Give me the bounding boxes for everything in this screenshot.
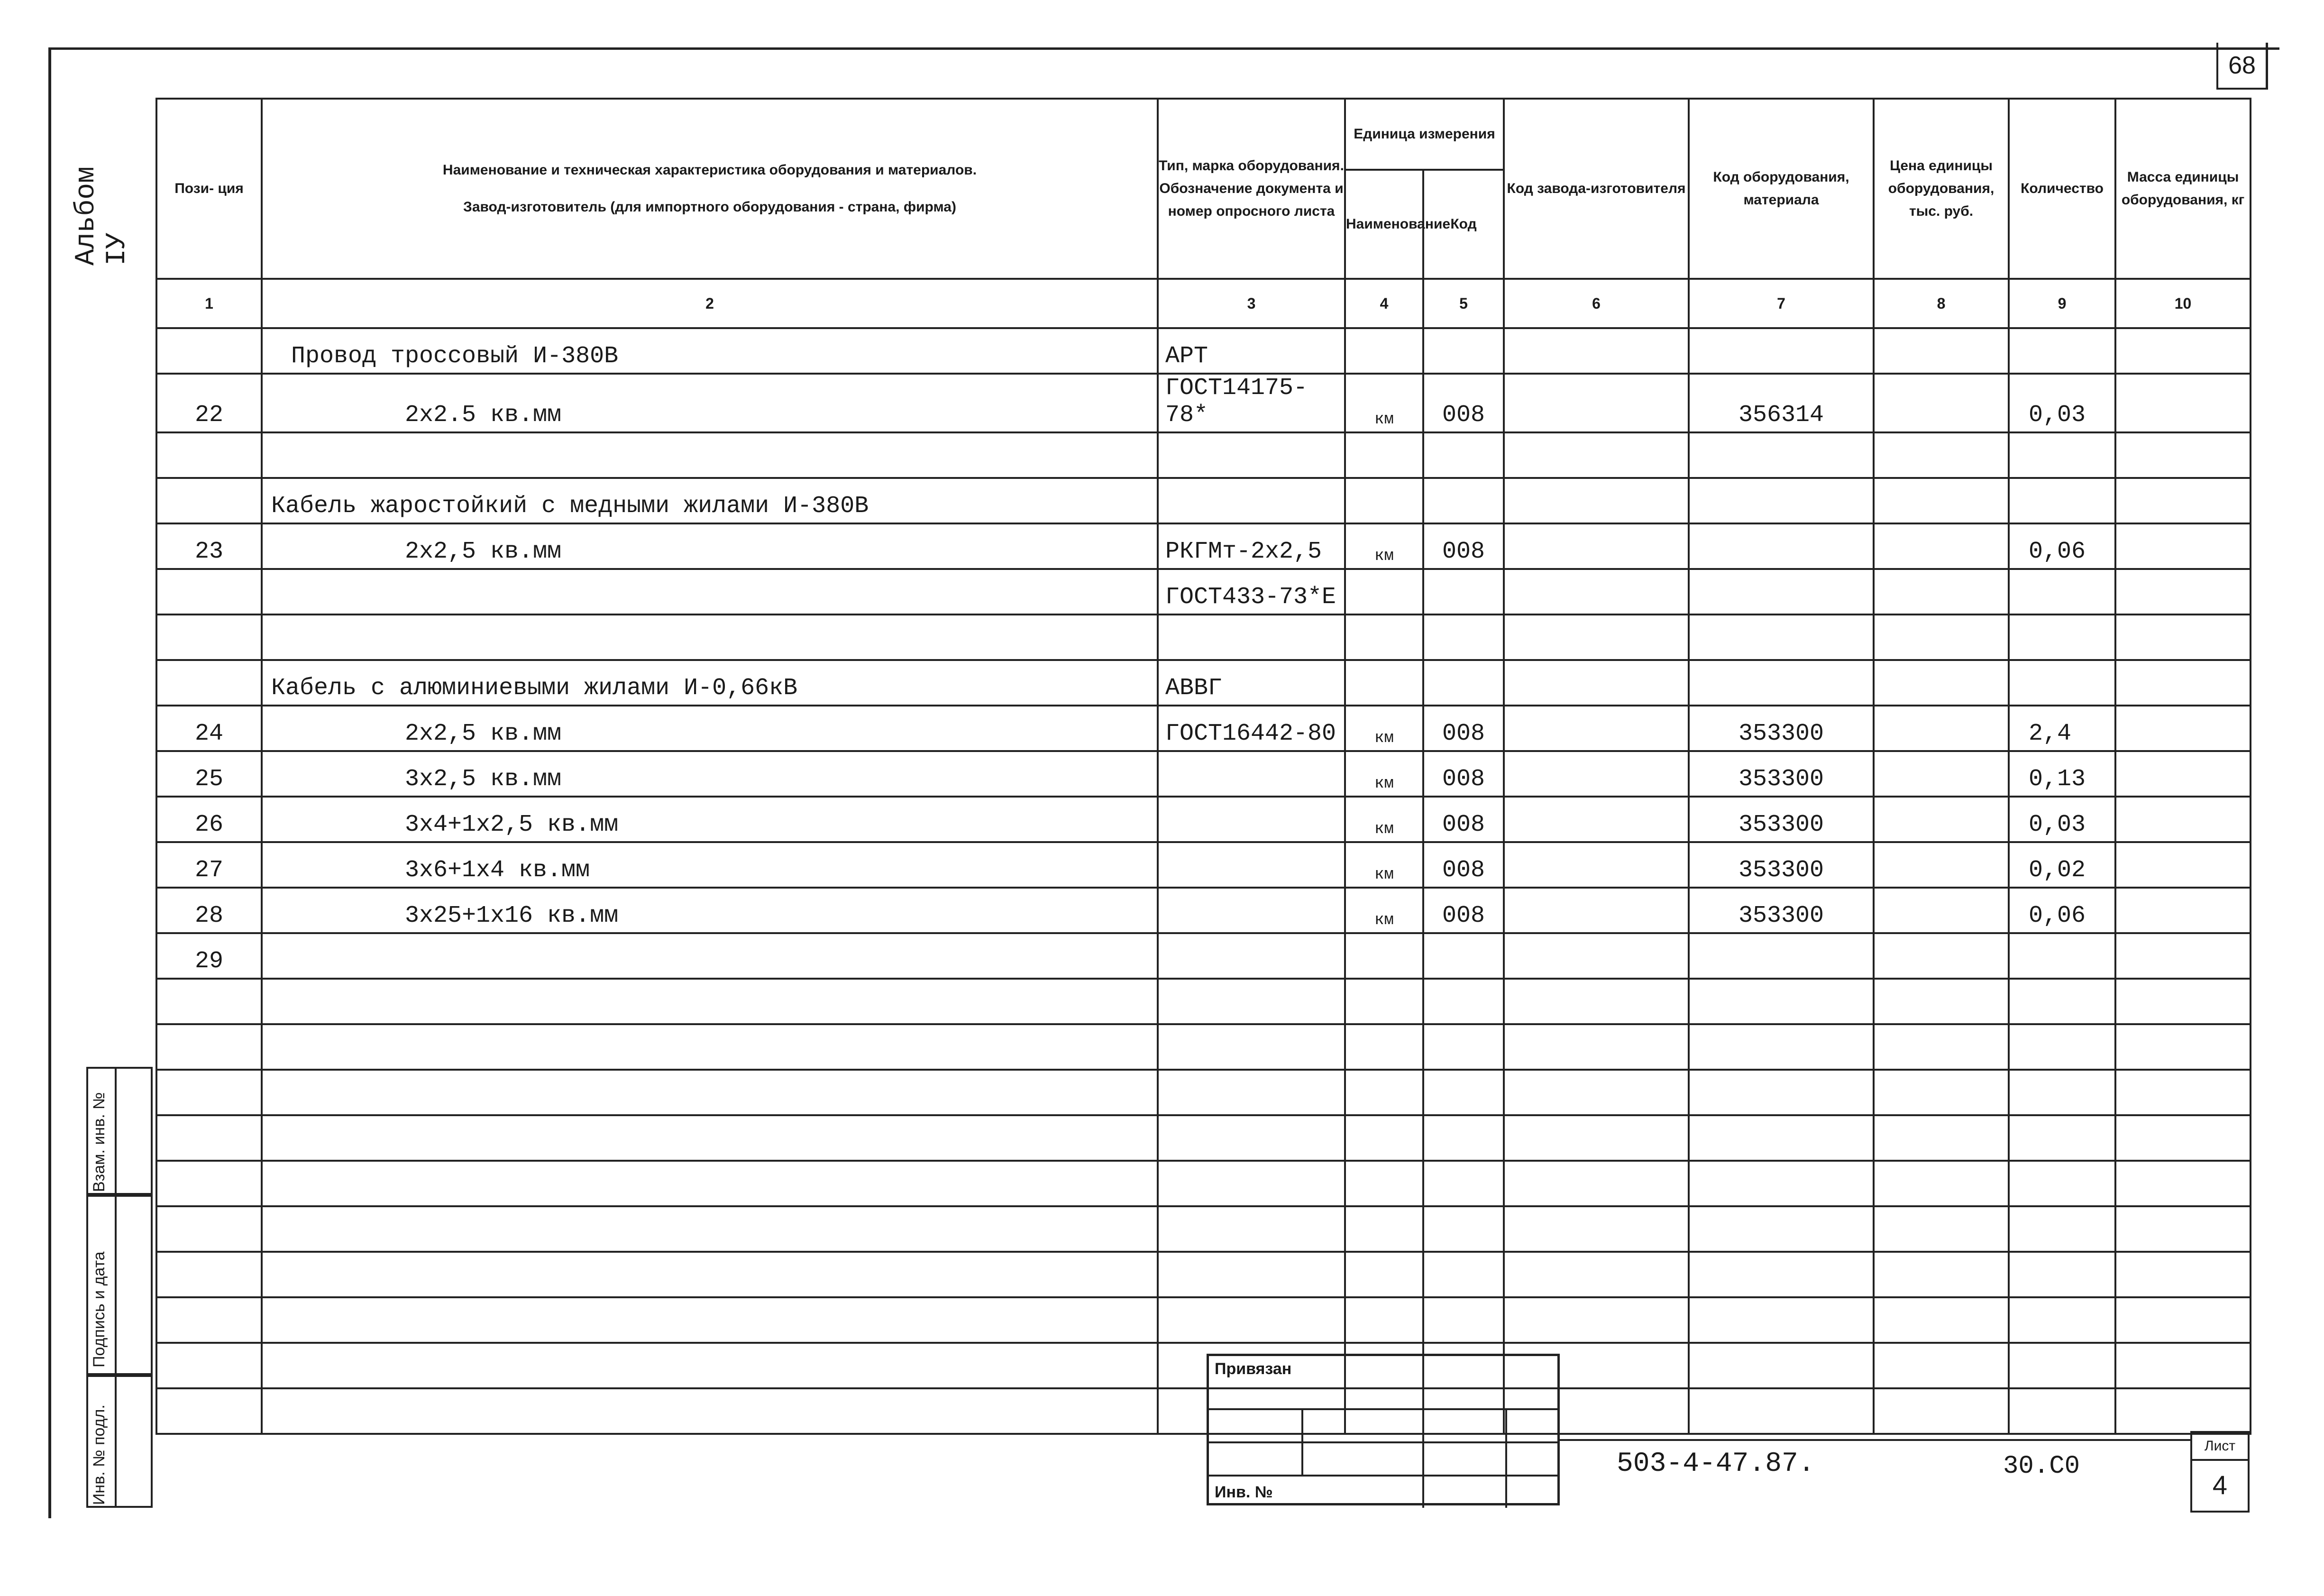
equipment-code-cell (1689, 979, 1874, 1024)
price-cell (1874, 478, 2009, 523)
mass-cell (2115, 660, 2251, 706)
mass-cell (2115, 1252, 2251, 1297)
equipment-code-cell: 353300 (1689, 797, 1874, 842)
position-cell (156, 1297, 262, 1343)
inv-no-label: Инв. № (1215, 1483, 1273, 1501)
price-cell (1874, 328, 2009, 374)
unit-cell (1345, 478, 1423, 523)
name-cell (262, 432, 1158, 478)
position-cell (156, 478, 262, 523)
maker-code-cell (1504, 1252, 1689, 1297)
unit-cell (1345, 1252, 1423, 1297)
unit-cell (1345, 979, 1423, 1024)
column-number: 9 (2009, 279, 2115, 328)
attached-label: Привязан (1215, 1360, 1292, 1378)
unit-code-cell (1423, 1206, 1504, 1252)
equipment-code-cell (1689, 1070, 1874, 1115)
table-row (156, 374, 2251, 432)
type-cell (1158, 1161, 1345, 1206)
type-cell (1158, 478, 1345, 523)
stamp-inv-orig (86, 1375, 153, 1508)
unit-cell (1345, 660, 1423, 706)
equipment-code-cell (1689, 569, 1874, 615)
name-cell (262, 1388, 1158, 1434)
unit-code-cell (1423, 1070, 1504, 1115)
equipment-code-cell (1689, 1161, 1874, 1206)
equipment-code-cell: 353300 (1689, 751, 1874, 797)
maker-code-cell (1504, 979, 1689, 1024)
maker-code-cell (1504, 842, 1689, 888)
unit-code-cell (1423, 1297, 1504, 1343)
column-number: 10 (2115, 279, 2251, 328)
maker-code-cell (1504, 888, 1689, 933)
sheet-label: Лист (2192, 1433, 2248, 1461)
mass-cell (2115, 478, 2251, 523)
price-cell (1874, 979, 2009, 1024)
type-cell (1158, 1297, 1345, 1343)
table-row (156, 615, 2251, 660)
unit-code-cell (1423, 1115, 1504, 1161)
quantity-cell (2009, 1297, 2115, 1343)
maker-code-cell (1504, 615, 1689, 660)
unit-code-cell (1423, 478, 1504, 523)
unit-code-cell (1423, 1161, 1504, 1206)
table-row (156, 432, 2251, 478)
quantity-cell: 2,4 (2009, 706, 2115, 751)
type-cell (1158, 1206, 1345, 1252)
name-cell: 2х2,5 кв.мм (262, 523, 1158, 569)
table-row (156, 933, 2251, 979)
header-type: Тип, марка оборудования. Обозначение документа и номер опросного листа (1158, 99, 1345, 279)
unit-cell: км (1345, 374, 1423, 432)
type-cell (1158, 615, 1345, 660)
price-cell (1874, 888, 2009, 933)
quantity-cell (2009, 979, 2115, 1024)
quantity-cell: 0,02 (2009, 842, 2115, 888)
table-row (156, 1070, 2251, 1115)
position-cell (156, 979, 262, 1024)
quantity-cell (2009, 1388, 2115, 1434)
mass-cell (2115, 933, 2251, 979)
quantity-cell (2009, 432, 2115, 478)
unit-code-cell (1423, 1252, 1504, 1297)
unit-cell (1345, 615, 1423, 660)
equipment-code-cell: 353300 (1689, 888, 1874, 933)
position-cell: 23 (156, 523, 262, 569)
type-cell (1158, 888, 1345, 933)
mass-cell (2115, 979, 2251, 1024)
column-number-row (156, 279, 2251, 328)
quantity-cell (2009, 1161, 2115, 1206)
unit-cell (1345, 328, 1423, 374)
unit-cell: км (1345, 797, 1423, 842)
unit-cell (1345, 569, 1423, 615)
column-number: 4 (1345, 279, 1423, 328)
maker-code-cell (1504, 328, 1689, 374)
position-cell: 26 (156, 797, 262, 842)
unit-cell: км (1345, 751, 1423, 797)
table-row (156, 1161, 2251, 1206)
name-cell: 3х6+1х4 кв.мм (262, 842, 1158, 888)
column-number: 3 (1158, 279, 1345, 328)
position-cell (156, 1070, 262, 1115)
type-cell: ГОСТ14175-78* (1158, 374, 1345, 432)
position-cell (156, 1161, 262, 1206)
sheet-box (2190, 1431, 2250, 1513)
mass-cell (2115, 1161, 2251, 1206)
unit-code-cell (1423, 615, 1504, 660)
position-cell (156, 660, 262, 706)
header-unit-code: Код (1423, 170, 1504, 279)
table-row (156, 706, 2251, 751)
equipment-code-cell (1689, 523, 1874, 569)
header-quantity: Количество (2009, 99, 2115, 279)
page-number: 68 (2216, 43, 2268, 90)
price-cell (1874, 432, 2009, 478)
position-cell (156, 1024, 262, 1070)
column-number: 7 (1689, 279, 1874, 328)
quantity-cell (2009, 933, 2115, 979)
mass-cell (2115, 432, 2251, 478)
equipment-code-cell: 353300 (1689, 706, 1874, 751)
unit-cell: км (1345, 842, 1423, 888)
equipment-code-cell (1689, 1206, 1874, 1252)
equipment-code-cell (1689, 1297, 1874, 1343)
mass-cell (2115, 328, 2251, 374)
unit-code-cell: 008 (1423, 706, 1504, 751)
maker-code-cell (1504, 1297, 1689, 1343)
price-cell (1874, 797, 2009, 842)
stamp-sign-date-label: Подпись и дата (90, 1251, 108, 1367)
name-cell (262, 1070, 1158, 1115)
type-cell (1158, 1070, 1345, 1115)
position-cell: 24 (156, 706, 262, 751)
equipment-code-cell (1689, 432, 1874, 478)
quantity-cell (2009, 1024, 2115, 1070)
unit-code-cell: 008 (1423, 523, 1504, 569)
unit-code-cell: 008 (1423, 374, 1504, 432)
stamp-sign-date (86, 1195, 153, 1375)
header-unit: Единица измерения (1345, 99, 1504, 170)
mass-cell (2115, 374, 2251, 432)
header-unit-name: Наименование (1345, 170, 1423, 279)
type-cell (1158, 979, 1345, 1024)
table-row (156, 569, 2251, 615)
position-cell: 28 (156, 888, 262, 933)
maker-code-cell (1504, 1161, 1689, 1206)
title-divider (1560, 1439, 2190, 1441)
price-cell (1874, 1161, 2009, 1206)
mass-cell (2115, 1070, 2251, 1115)
type-cell (1158, 842, 1345, 888)
type-cell (1158, 751, 1345, 797)
header-maker-code: Код завода-изготовителя (1504, 99, 1689, 279)
price-cell (1874, 842, 2009, 888)
mass-cell (2115, 797, 2251, 842)
unit-code-cell (1423, 328, 1504, 374)
unit-cell (1345, 1206, 1423, 1252)
sheet-number: 4 (2212, 1470, 2228, 1500)
equipment-code-cell (1689, 615, 1874, 660)
type-cell (1158, 1252, 1345, 1297)
position-cell: 27 (156, 842, 262, 888)
mass-cell (2115, 615, 2251, 660)
quantity-cell: 0,03 (2009, 374, 2115, 432)
name-cell: 3х25+1х16 кв.мм (262, 888, 1158, 933)
position-cell (156, 1115, 262, 1161)
document-designation: 503-4-47.87. (1617, 1449, 1815, 1479)
specification-table (156, 98, 2251, 1435)
type-cell (1158, 797, 1345, 842)
price-cell (1874, 1115, 2009, 1161)
table-row (156, 979, 2251, 1024)
equipment-code-cell (1689, 1252, 1874, 1297)
mass-cell (2115, 751, 2251, 797)
maker-code-cell (1504, 569, 1689, 615)
unit-code-cell (1423, 933, 1504, 979)
mass-cell (2115, 842, 2251, 888)
name-cell: 2х2,5 кв.мм (262, 706, 1158, 751)
equipment-code-cell (1689, 1388, 1874, 1434)
mass-cell (2115, 1115, 2251, 1161)
equipment-code-cell (1689, 1024, 1874, 1070)
unit-cell (1345, 933, 1423, 979)
price-cell (1874, 1024, 2009, 1070)
table-row (156, 842, 2251, 888)
header-position: Пози- ция (156, 99, 262, 279)
mass-cell (2115, 1388, 2251, 1434)
column-number: 8 (1874, 279, 2009, 328)
position-cell (156, 569, 262, 615)
equipment-code-cell (1689, 1343, 1874, 1388)
table-row (156, 523, 2251, 569)
equipment-code-cell (1689, 328, 1874, 374)
mass-cell (2115, 523, 2251, 569)
type-cell (1158, 1024, 1345, 1070)
position-cell (156, 1206, 262, 1252)
table-row (156, 328, 2251, 374)
unit-code-cell (1423, 660, 1504, 706)
column-number: 2 (262, 279, 1158, 328)
name-cell: 2х2.5 кв.мм (262, 374, 1158, 432)
maker-code-cell (1504, 432, 1689, 478)
name-cell (262, 615, 1158, 660)
header-name-line2: Завод-изготовитель (для импортного оборудования - страна, фирма) (463, 199, 956, 215)
quantity-cell (2009, 478, 2115, 523)
quantity-cell: 0,13 (2009, 751, 2115, 797)
unit-cell: км (1345, 523, 1423, 569)
unit-cell (1345, 1115, 1423, 1161)
type-cell: АВВГ (1158, 660, 1345, 706)
position-cell: 22 (156, 374, 262, 432)
unit-cell: км (1345, 706, 1423, 751)
position-cell (156, 1252, 262, 1297)
type-cell: АРТ (1158, 328, 1345, 374)
unit-code-cell: 008 (1423, 842, 1504, 888)
quantity-cell: 0,06 (2009, 888, 2115, 933)
table-row (156, 660, 2251, 706)
price-cell (1874, 1388, 2009, 1434)
table-row (156, 797, 2251, 842)
name-cell (262, 979, 1158, 1024)
header-mass: Масса единицы оборудования, кг (2115, 99, 2251, 279)
table-row (156, 888, 2251, 933)
maker-code-cell (1504, 478, 1689, 523)
quantity-cell (2009, 1343, 2115, 1388)
mass-cell (2115, 1297, 2251, 1343)
equipment-code-cell (1689, 660, 1874, 706)
quantity-cell (2009, 328, 2115, 374)
unit-code-cell: 008 (1423, 751, 1504, 797)
price-cell (1874, 1252, 2009, 1297)
column-number: 6 (1504, 279, 1689, 328)
name-cell (262, 1206, 1158, 1252)
quantity-cell: 0,03 (2009, 797, 2115, 842)
maker-code-cell (1504, 706, 1689, 751)
price-cell (1874, 569, 2009, 615)
name-cell (262, 1024, 1158, 1070)
type-cell: ГОСТ16442-80 (1158, 706, 1345, 751)
name-cell (262, 569, 1158, 615)
table-row (156, 1343, 2251, 1388)
equipment-code-cell: 356314 (1689, 374, 1874, 432)
column-number: 1 (156, 279, 262, 328)
name-cell: Кабель с алюминиевыми жилами И-0,66кВ (262, 660, 1158, 706)
name-cell (262, 1161, 1158, 1206)
maker-code-cell (1504, 1206, 1689, 1252)
attached-block (1207, 1354, 1560, 1505)
quantity-cell (2009, 1252, 2115, 1297)
unit-cell (1345, 1161, 1423, 1206)
header-price: Цена единицы оборудования, тыс. руб. (1874, 99, 2009, 279)
unit-code-cell: 008 (1423, 888, 1504, 933)
maker-code-cell (1504, 1024, 1689, 1070)
position-cell (156, 432, 262, 478)
price-cell (1874, 660, 2009, 706)
table-row (156, 1115, 2251, 1161)
table-row (156, 1024, 2251, 1070)
name-cell: 3х4+1х2,5 кв.мм (262, 797, 1158, 842)
type-cell: ГОСТ433-73*Е (1158, 569, 1345, 615)
table-row (156, 751, 2251, 797)
name-cell (262, 933, 1158, 979)
unit-cell (1345, 432, 1423, 478)
name-cell: Кабель жаростойкий с медными жилами И-380В (262, 478, 1158, 523)
price-cell (1874, 1070, 2009, 1115)
table-row (156, 1297, 2251, 1343)
mass-cell (2115, 569, 2251, 615)
name-cell (262, 1297, 1158, 1343)
album-label: Альбом IУ (71, 166, 133, 266)
unit-cell (1345, 1024, 1423, 1070)
header-name (262, 99, 1158, 279)
price-cell (1874, 374, 2009, 432)
price-cell (1874, 1343, 2009, 1388)
name-cell (262, 1252, 1158, 1297)
unit-code-cell (1423, 569, 1504, 615)
position-cell (156, 615, 262, 660)
price-cell (1874, 933, 2009, 979)
position-cell: 25 (156, 751, 262, 797)
table-row (156, 1252, 2251, 1297)
stamp-replace-inv-label: Взам. инв. № (90, 1092, 108, 1192)
quantity-cell (2009, 1115, 2115, 1161)
unit-code-cell: 008 (1423, 797, 1504, 842)
table-row (156, 478, 2251, 523)
maker-code-cell (1504, 1070, 1689, 1115)
maker-code-cell (1504, 751, 1689, 797)
sheet-code: 30.С0 (2003, 1452, 2080, 1481)
quantity-cell (2009, 1070, 2115, 1115)
quantity-cell (2009, 660, 2115, 706)
unit-code-cell (1423, 432, 1504, 478)
position-cell: 29 (156, 933, 262, 979)
position-cell (156, 1388, 262, 1434)
maker-code-cell (1504, 797, 1689, 842)
position-cell (156, 1343, 262, 1388)
quantity-cell: 0,06 (2009, 523, 2115, 569)
equipment-code-cell: 353300 (1689, 842, 1874, 888)
price-cell (1874, 523, 2009, 569)
type-cell (1158, 933, 1345, 979)
mass-cell (2115, 1343, 2251, 1388)
name-cell: 3х2,5 кв.мм (262, 751, 1158, 797)
unit-cell (1345, 1297, 1423, 1343)
column-number: 5 (1423, 279, 1504, 328)
price-cell (1874, 751, 2009, 797)
unit-cell: км (1345, 888, 1423, 933)
price-cell (1874, 706, 2009, 751)
table-row (156, 1388, 2251, 1434)
unit-code-cell (1423, 979, 1504, 1024)
mass-cell (2115, 1024, 2251, 1070)
header-name-line1: Наименование и техническая характеристика оборудования и материалов. (442, 162, 977, 178)
equipment-code-cell (1689, 1115, 1874, 1161)
type-cell: РКГМт-2х2,5 (1158, 523, 1345, 569)
maker-code-cell (1504, 1115, 1689, 1161)
type-cell (1158, 432, 1345, 478)
name-cell (262, 1115, 1158, 1161)
header-equipment-code: Код оборудования, материала (1689, 99, 1874, 279)
mass-cell (2115, 888, 2251, 933)
stamp-inv-orig-label: Инв. № подл. (90, 1404, 108, 1505)
equipment-code-cell (1689, 933, 1874, 979)
table-row (156, 1206, 2251, 1252)
name-cell: Провод троссовый И-380В (262, 328, 1158, 374)
position-cell (156, 328, 262, 374)
quantity-cell (2009, 569, 2115, 615)
mass-cell (2115, 706, 2251, 751)
maker-code-cell (1504, 933, 1689, 979)
maker-code-cell (1504, 523, 1689, 569)
equipment-code-cell (1689, 478, 1874, 523)
unit-code-cell (1423, 1024, 1504, 1070)
maker-code-cell (1504, 374, 1689, 432)
quantity-cell (2009, 615, 2115, 660)
stamp-replace-inv (86, 1067, 153, 1195)
maker-code-cell (1504, 660, 1689, 706)
type-cell (1158, 1115, 1345, 1161)
price-cell (1874, 1297, 2009, 1343)
price-cell (1874, 1206, 2009, 1252)
unit-cell (1345, 1070, 1423, 1115)
name-cell (262, 1343, 1158, 1388)
quantity-cell (2009, 1206, 2115, 1252)
mass-cell (2115, 1206, 2251, 1252)
price-cell (1874, 615, 2009, 660)
